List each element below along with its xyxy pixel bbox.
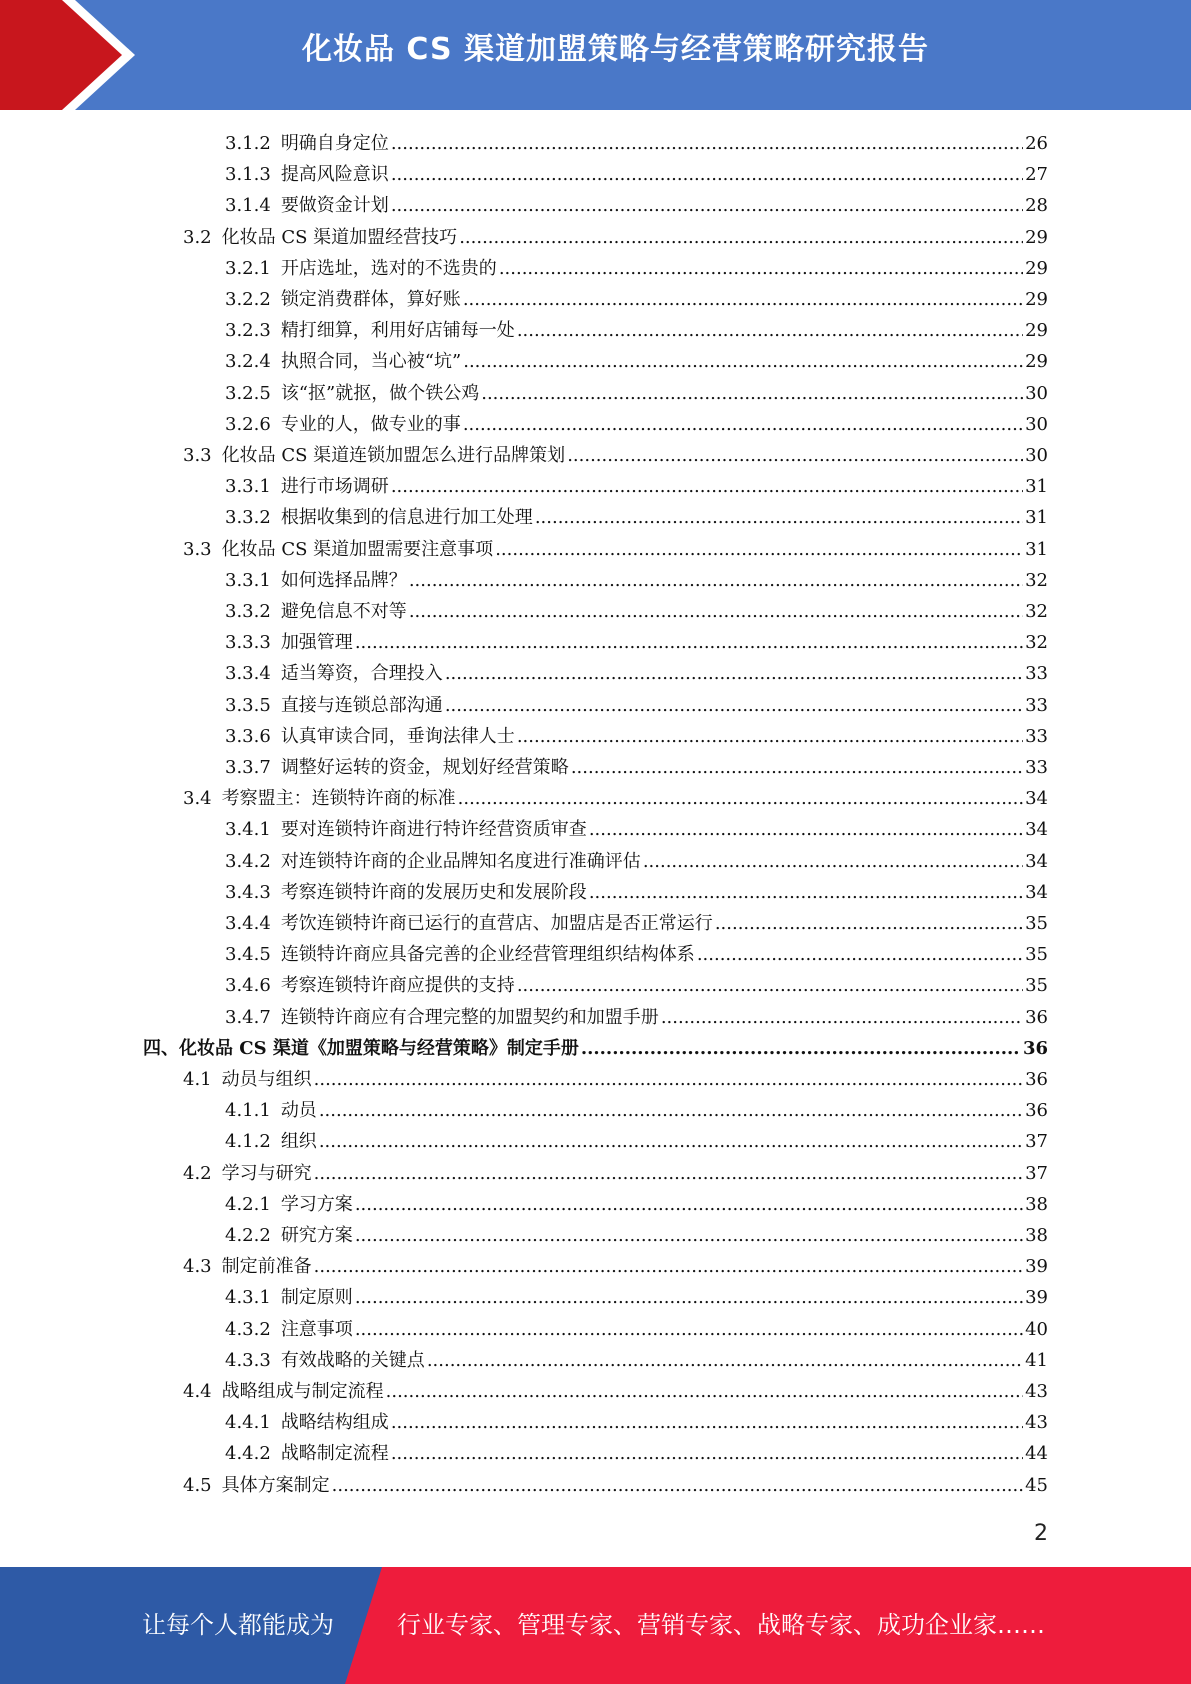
toc-entry[interactable] — [225, 159, 1048, 190]
toc-entry-title: 考察连锁特许商的发展历史和发展阶段 — [280, 881, 587, 903]
toc-dot-leader — [697, 939, 1023, 970]
toc-dot-leader — [581, 1033, 1021, 1064]
toc-entry-title: 连锁特许商应具备完善的企业经营管理组织结构体系 — [280, 944, 695, 966]
toc-dot-leader — [355, 1282, 1023, 1313]
toc-entry-title: 战略结构组成 — [280, 1412, 389, 1434]
toc-entry[interactable] — [225, 1220, 1048, 1251]
toc-dot-leader — [355, 1220, 1023, 1251]
toc-entry[interactable] — [225, 315, 1048, 346]
toc-entry-number: 3.4.3 — [225, 881, 271, 903]
toc-entry-number: 3.1.2 — [225, 133, 271, 154]
toc-entry[interactable] — [225, 253, 1048, 284]
toc-entry-number: 3.3.2 — [225, 601, 271, 622]
toc-entry-title: 认真审读合同，垂询法律人士 — [280, 725, 515, 747]
toc-entry[interactable] — [225, 939, 1048, 970]
toc-entry-title: 考饮连锁特许商已运行的直营店、加盟店是否正常运行 — [280, 913, 713, 934]
toc-entry[interactable] — [225, 409, 1048, 440]
toc-entry-number: 4.1.1 — [225, 1100, 271, 1122]
footer-slogan-right: 行业专家、管理专家、营销专家、战略专家、成功企业家…… — [397, 1611, 1045, 1639]
toc-entry-number: 3.3.5 — [225, 694, 271, 716]
toc-entry-title: 调整好运转的资金，规划好经营策略 — [280, 757, 569, 778]
footer-slogan-left: 让每个人都能成为 — [142, 1611, 334, 1639]
toc-entry-page: 34 — [1025, 819, 1048, 841]
toc-dot-leader — [535, 502, 1023, 533]
toc-dot-leader — [445, 690, 1023, 721]
toc-entry-number: 4.3.2 — [225, 1318, 271, 1340]
toc-entry-number: 3.3.7 — [225, 757, 271, 778]
page-footer — [0, 1567, 1191, 1684]
toc-entry-title: 该“抠”就抠，做个铁公鸡 — [280, 382, 480, 404]
toc-entry-page: 36 — [1022, 1037, 1048, 1059]
toc-entry-number: 3.4.7 — [225, 1006, 271, 1028]
toc-dot-leader — [409, 596, 1023, 627]
toc-entry-number: 3.3.1 — [225, 569, 271, 591]
toc-entry-page: 39 — [1025, 1287, 1048, 1309]
toc-entry-number: 4.1 — [183, 1069, 212, 1090]
toc-entry-page: 34 — [1025, 850, 1048, 872]
toc-dot-leader — [314, 1064, 1023, 1095]
toc-entry-title: 加强管理 — [280, 632, 353, 654]
toc-entry[interactable] — [225, 908, 1048, 939]
toc-entry-number: 3.3.6 — [225, 725, 271, 747]
toc-entry[interactable] — [225, 596, 1048, 627]
toc-entry[interactable] — [225, 1314, 1048, 1345]
toc-entry-page: 36 — [1025, 1006, 1048, 1028]
toc-entry-page: 29 — [1025, 289, 1048, 310]
toc-dot-leader — [643, 846, 1023, 877]
toc-entry-number: 3.2.4 — [225, 351, 271, 373]
header-title: 化妆品 CS 渠道加盟策略与经营策略研究报告 — [301, 32, 930, 67]
toc-dot-leader — [459, 222, 1023, 253]
toc-entry-title: 如何选择品牌？ — [280, 569, 407, 591]
toc-entry-number: 3.3 — [183, 445, 212, 466]
toc-entry[interactable] — [225, 565, 1048, 596]
toc-entry-page: 40 — [1025, 1318, 1048, 1340]
toc-entry-page: 38 — [1025, 1193, 1048, 1215]
toc-entry-page: 34 — [1025, 881, 1048, 903]
toc-entry-page: 35 — [1025, 913, 1048, 934]
toc-entry-title: 制定前准备 — [221, 1256, 312, 1278]
toc-entry-page: 29 — [1025, 257, 1048, 279]
toc-entry-title: 专业的人，做专业的事 — [280, 413, 461, 435]
toc-entry-title: 动员 — [280, 1100, 317, 1122]
page-header — [0, 0, 1191, 110]
toc-dot-leader — [589, 877, 1023, 908]
toc-entry-page: 35 — [1025, 944, 1048, 966]
toc-dot-leader — [319, 1126, 1023, 1157]
toc-entry-page: 29 — [1025, 351, 1048, 373]
toc-entry-number: 4.2 — [183, 1162, 212, 1184]
toc-entry[interactable] — [183, 1064, 1048, 1095]
toc-entry-number: 3.3.2 — [225, 507, 271, 529]
toc-entry[interactable] — [183, 222, 1048, 253]
toc-entry[interactable] — [183, 783, 1048, 814]
toc-entry[interactable] — [225, 877, 1048, 908]
toc-entry-page: 27 — [1025, 164, 1048, 186]
toc-entry-page: 33 — [1025, 694, 1048, 716]
toc-entry-number: 3.4.2 — [225, 850, 271, 872]
toc-entry-number: 3.4.6 — [225, 975, 271, 997]
toc-dot-leader — [463, 284, 1023, 315]
toc-dot-leader — [409, 565, 1023, 596]
toc-entry-number: 4.3.1 — [225, 1287, 271, 1309]
toc-entry[interactable] — [183, 1158, 1048, 1189]
toc-entry-page: 36 — [1025, 1100, 1048, 1122]
toc-entry-number: 4.4.2 — [225, 1443, 271, 1465]
toc-entry[interactable] — [225, 378, 1048, 409]
toc-entry-number: 3.2 — [183, 226, 212, 248]
toc-entry-number: 4.1.2 — [225, 1131, 271, 1153]
toc-entry-page: 30 — [1025, 382, 1048, 404]
toc-entry-number: 3.2.2 — [225, 289, 271, 310]
toc-entry-page: 29 — [1025, 320, 1048, 342]
toc-entry-title: 学习与研究 — [221, 1162, 312, 1184]
toc-entry[interactable] — [183, 534, 1048, 565]
toc-entry[interactable] — [225, 1189, 1048, 1220]
toc-entry-number: 4.2.2 — [225, 1225, 271, 1246]
toc-entry[interactable] — [225, 690, 1048, 721]
toc-dot-leader — [517, 721, 1023, 752]
toc-entry[interactable] — [225, 1407, 1048, 1438]
toc-dot-leader — [355, 627, 1023, 658]
toc-entry-page: 45 — [1025, 1474, 1048, 1496]
toc-entry-page: 31 — [1025, 507, 1048, 529]
toc-entry[interactable] — [183, 1470, 1048, 1501]
toc-entry-page: 33 — [1025, 725, 1048, 747]
toc-entry-number: 3.3.3 — [225, 632, 271, 654]
toc-entry-title: 战略组成与制定流程 — [221, 1381, 384, 1402]
toc-dot-leader — [567, 440, 1023, 471]
toc-dot-leader — [319, 1095, 1023, 1126]
toc-entry[interactable] — [225, 1345, 1048, 1376]
toc-entry-number: 3.4.4 — [225, 913, 271, 934]
toc-entry-page: 33 — [1025, 757, 1048, 778]
page-number: 2 — [1034, 1521, 1048, 1546]
toc-entry[interactable] — [225, 471, 1048, 502]
toc-entry-number: 3.3.1 — [225, 476, 271, 498]
toc-entry-title: 考察盟主：连锁特许商的标准 — [221, 788, 456, 810]
toc-entry-page: 31 — [1025, 538, 1048, 560]
toc-dot-leader — [391, 128, 1023, 159]
toc-entry-page: 31 — [1025, 476, 1048, 498]
toc-entry-number: 4.3.3 — [225, 1349, 271, 1371]
toc-entry[interactable] — [183, 440, 1048, 471]
toc-dot-leader — [458, 783, 1023, 814]
toc-entry[interactable] — [225, 1002, 1048, 1033]
toc-entry-page: 33 — [1025, 663, 1048, 685]
toc-entry-page: 30 — [1025, 413, 1048, 435]
toc-dot-leader — [355, 1189, 1023, 1220]
toc-dot-leader — [499, 253, 1023, 284]
toc-entry[interactable] — [225, 752, 1048, 783]
toc-entry-number: 4.4.1 — [225, 1412, 271, 1434]
toc-dot-leader — [391, 1438, 1023, 1469]
toc-entry[interactable] — [183, 1251, 1048, 1282]
toc-dot-leader — [355, 1314, 1023, 1345]
toc-entry-number: 3.2.5 — [225, 382, 271, 404]
toc-entry-page: 43 — [1025, 1381, 1048, 1402]
toc-entry-page: 30 — [1025, 445, 1048, 466]
toc-entry-title: 提高风险意识 — [280, 164, 389, 186]
toc-entry[interactable] — [225, 1095, 1048, 1126]
toc-entry-page: 44 — [1025, 1443, 1048, 1465]
toc-entry-number: 3.4 — [183, 788, 212, 810]
toc-entry[interactable] — [225, 502, 1048, 533]
toc-dot-leader — [517, 315, 1023, 346]
toc-entry-title: 明确自身定位 — [280, 133, 389, 154]
toc-entry-number: 3.1.4 — [225, 195, 271, 217]
toc-entry-number: 3.3 — [183, 538, 212, 560]
toc-entry-page: 29 — [1025, 226, 1048, 248]
toc-entry-page: 35 — [1025, 975, 1048, 997]
toc-entry[interactable] — [225, 1282, 1048, 1313]
toc-entry-page: 41 — [1025, 1349, 1048, 1371]
toc-dot-leader — [314, 1251, 1023, 1282]
toc-entry-page: 26 — [1025, 133, 1048, 154]
toc-dot-leader — [571, 752, 1023, 783]
toc-entry-number: 3.2.6 — [225, 413, 271, 435]
toc-entry-page: 34 — [1025, 788, 1048, 810]
toc-entry[interactable] — [225, 846, 1048, 877]
toc-entry-title: 锁定消费群体，算好账 — [280, 289, 461, 310]
toc-entry-title: 化妆品 CS 渠道加盟经营技巧 — [221, 226, 458, 248]
toc-entry-title: 对连锁特许商的企业品牌知名度进行准确评估 — [280, 850, 641, 872]
toc-dot-leader — [391, 1407, 1023, 1438]
toc-entry-title: 研究方案 — [280, 1225, 353, 1246]
toc-entry[interactable] — [183, 1376, 1048, 1407]
toc-dot-leader — [332, 1470, 1023, 1501]
toc-entry[interactable] — [225, 284, 1048, 315]
toc-entry-title: 化妆品 CS 渠道连锁加盟怎么进行品牌策划 — [221, 445, 566, 466]
toc-entry-page: 28 — [1025, 195, 1048, 217]
toc-entry-page: 39 — [1025, 1256, 1048, 1278]
toc-entry-number: 3.4.5 — [225, 944, 271, 966]
toc-dot-leader — [715, 908, 1023, 939]
toc-dot-leader — [314, 1158, 1023, 1189]
toc-entry-title: 注意事项 — [280, 1318, 353, 1340]
toc-entry-page: 32 — [1025, 569, 1048, 591]
toc-dot-leader — [661, 1002, 1023, 1033]
toc-entry-title: 根据收集到的信息进行加工处理 — [280, 507, 533, 529]
toc-entry[interactable] — [225, 814, 1048, 845]
toc-entry-title: 开店选址，选对的不选贵的 — [280, 257, 497, 279]
toc-entry-title: 执照合同，当心被“坑” — [280, 351, 462, 373]
toc-entry-number: 3.2.1 — [225, 257, 271, 279]
toc-entry[interactable] — [225, 627, 1048, 658]
toc-dot-leader — [386, 1376, 1023, 1407]
toc-entry-title: 要做资金计划 — [280, 195, 389, 217]
toc-entry-title: 直接与连锁总部沟通 — [280, 694, 443, 716]
toc-entry[interactable] — [225, 1126, 1048, 1157]
toc-dot-leader — [463, 409, 1023, 440]
toc-entry-page: 36 — [1025, 1069, 1048, 1090]
toc-dot-leader — [481, 378, 1023, 409]
toc-entry-number: 3.3.4 — [225, 663, 271, 685]
toc-dot-leader — [445, 658, 1023, 689]
toc-entry-title: 精打细算，利用好店铺每一处 — [280, 320, 515, 342]
toc-dot-leader — [427, 1345, 1023, 1376]
toc-entry-page: 38 — [1025, 1225, 1048, 1246]
toc-entry-page: 32 — [1025, 632, 1048, 654]
toc-entry[interactable] — [225, 1438, 1048, 1469]
toc-entry-title: 有效战略的关键点 — [280, 1349, 425, 1371]
toc-entry-page: 37 — [1025, 1162, 1048, 1184]
toc-entry-page: 37 — [1025, 1131, 1048, 1153]
toc-dot-leader — [391, 159, 1023, 190]
toc-entry[interactable] — [225, 190, 1048, 221]
toc-entry-title: 考察连锁特许商应提供的支持 — [280, 975, 515, 997]
toc-entry-title: 动员与组织 — [221, 1069, 312, 1090]
toc-entry-title: 进行市场调研 — [280, 476, 389, 498]
toc-entry-title: 化妆品 CS 渠道加盟需要注意事项 — [221, 538, 494, 560]
toc-entry[interactable] — [225, 970, 1048, 1001]
toc-entry-number: 4.5 — [183, 1474, 212, 1496]
toc-entry-number: 3.4.1 — [225, 819, 271, 841]
toc-entry-title: 学习方案 — [280, 1193, 353, 1215]
toc-entry[interactable] — [225, 346, 1048, 377]
toc-entry-number: 3.1.3 — [225, 164, 271, 186]
toc-entry-title: 战略制定流程 — [280, 1443, 389, 1465]
toc-entry[interactable] — [225, 721, 1048, 752]
toc-entry-title: 避免信息不对等 — [280, 601, 407, 622]
toc-dot-leader — [589, 814, 1023, 845]
toc-entry-page: 32 — [1025, 601, 1048, 622]
toc-entry-title: 要对连锁特许商进行特许经营资质审查 — [280, 819, 587, 841]
toc-entry-page: 43 — [1025, 1412, 1048, 1434]
toc-entry-title: 制定原则 — [280, 1287, 353, 1309]
toc-dot-leader — [517, 970, 1023, 1001]
toc-entry-title: 组织 — [280, 1131, 317, 1153]
toc-entry[interactable] — [143, 1033, 1048, 1064]
toc-entry-number: 4.4 — [183, 1381, 212, 1402]
toc-dot-leader — [463, 346, 1023, 377]
toc-dot-leader — [391, 471, 1023, 502]
toc-dot-leader — [495, 534, 1023, 565]
toc-entry-title: 适当筹资，合理投入 — [280, 663, 443, 685]
toc-entry-title: 四、化妆品 CS 渠道《加盟策略与经营策略》制定手册 — [143, 1037, 579, 1059]
toc-entry[interactable] — [225, 658, 1048, 689]
toc-entry-number: 4.2.1 — [225, 1193, 271, 1215]
toc-entry[interactable] — [225, 128, 1048, 159]
toc-dot-leader — [391, 190, 1023, 221]
toc-entry-title: 连锁特许商应有合理完整的加盟契约和加盟手册 — [280, 1006, 659, 1028]
toc-entry-number: 4.3 — [183, 1256, 212, 1278]
toc-entry-title: 具体方案制定 — [221, 1474, 330, 1496]
toc-entry-number: 3.2.3 — [225, 320, 271, 342]
